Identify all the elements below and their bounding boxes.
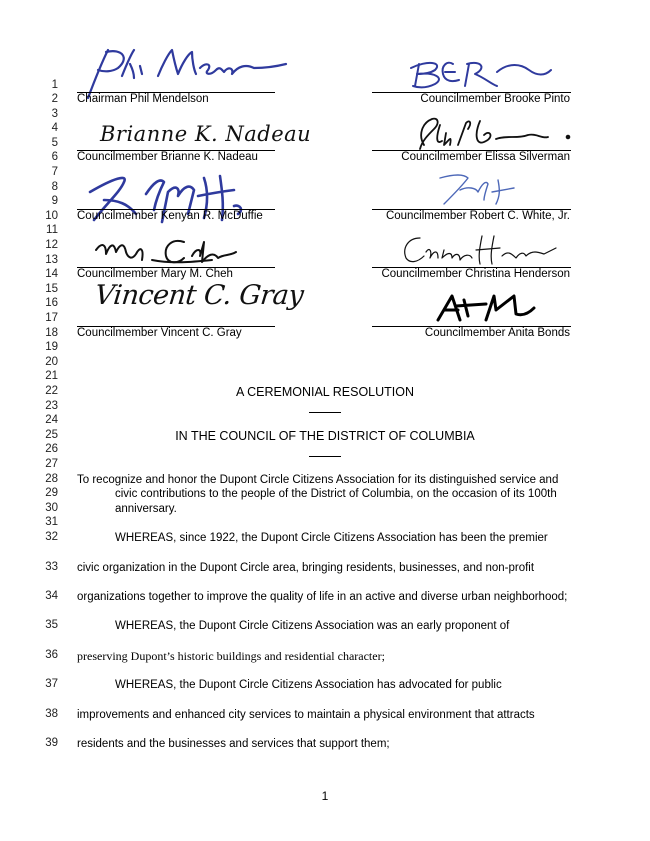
line-number: 10 bbox=[45, 210, 58, 222]
signatory-name: Councilmember Christina Henderson bbox=[381, 268, 570, 280]
resolution-title: A CEREMONIAL RESOLUTION bbox=[235, 385, 415, 399]
signatory-name: Councilmember Anita Bonds bbox=[424, 327, 570, 339]
preamble-line: anniversary. bbox=[115, 503, 177, 515]
body-line: residents and the businesses and services that support them; bbox=[77, 738, 390, 750]
line-number: 2 bbox=[51, 93, 58, 105]
line-number: 25 bbox=[45, 429, 58, 441]
signature-cheh bbox=[92, 234, 272, 270]
whereas-clause-line: WHEREAS, the Dupont Circle Citizens Association was an early proponent of bbox=[115, 620, 510, 632]
line-number: 35 bbox=[45, 619, 58, 631]
line-number: 26 bbox=[45, 443, 58, 455]
body-line: improvements and enhanced city services to maintain a physical environment that attracts bbox=[77, 709, 535, 721]
line-number: 17 bbox=[45, 312, 58, 324]
line-number: 14 bbox=[45, 268, 58, 280]
line-number: 19 bbox=[45, 341, 58, 353]
line-number: 31 bbox=[45, 516, 58, 528]
line-number: 32 bbox=[45, 531, 58, 543]
line-number: 28 bbox=[45, 473, 58, 485]
preamble-line: To recognize and honor the Dupont Circle Citizens Association for its distinguished service and bbox=[77, 474, 559, 486]
line-number: 13 bbox=[45, 254, 58, 266]
line-number: 8 bbox=[51, 181, 58, 193]
line-number: 1 bbox=[51, 79, 58, 91]
line-number: 38 bbox=[45, 708, 58, 720]
signature-bonds bbox=[434, 290, 538, 326]
line-number: 34 bbox=[45, 590, 58, 602]
line-number: 11 bbox=[46, 224, 58, 236]
line-number: 36 bbox=[45, 649, 58, 661]
heading-rule bbox=[309, 456, 341, 457]
line-number: 33 bbox=[45, 561, 58, 573]
signatory-name: Councilmember Mary M. Cheh bbox=[77, 268, 233, 280]
line-number: 15 bbox=[45, 283, 58, 295]
line-number: 29 bbox=[45, 487, 58, 499]
line-number: 4 bbox=[51, 122, 58, 134]
line-number: 16 bbox=[45, 297, 58, 309]
signatory-name: Councilmember Robert C. White, Jr. bbox=[385, 210, 570, 222]
line-number: 20 bbox=[45, 356, 58, 368]
line-number: 5 bbox=[51, 137, 58, 149]
signature-pinto bbox=[405, 56, 555, 92]
signatory-name: Councilmember Vincent C. Gray bbox=[77, 327, 242, 339]
signature-henderson bbox=[398, 232, 558, 270]
line-number: 24 bbox=[45, 414, 58, 426]
whereas-clause-line: WHEREAS, the Dupont Circle Citizens Association has advocated for public bbox=[115, 679, 502, 691]
body-line: organizations together to improve the quality of life in an active and diverse urban neighborhood; bbox=[77, 591, 568, 603]
line-number: 21 bbox=[45, 370, 58, 382]
signature-white bbox=[434, 168, 524, 208]
line-number: 9 bbox=[51, 195, 58, 207]
signature-silverman bbox=[410, 115, 582, 155]
heading-rule bbox=[309, 412, 341, 413]
body-line: civic organization in the Dupont Circle area, bringing residents, businesses, and non-profit bbox=[77, 562, 535, 574]
page-number: 1 bbox=[321, 789, 329, 803]
line-number: 7 bbox=[51, 166, 58, 178]
line-number: 27 bbox=[45, 458, 58, 470]
whereas-clause-line: WHEREAS, since 1922, the Dupont Circle Citizens Association has been the premier bbox=[115, 532, 548, 544]
line-number: 39 bbox=[45, 737, 58, 749]
preamble-line: civic contributions to the people of the District of Columbia, on the occasion of its 100th bbox=[115, 488, 557, 500]
line-number: 3 bbox=[51, 108, 58, 120]
line-number: 30 bbox=[45, 502, 58, 514]
council-heading: IN THE COUNCIL OF THE DISTRICT OF COLUMBIA bbox=[175, 429, 475, 443]
line-number: 23 bbox=[45, 400, 58, 412]
signature-gray: Vincent C. Gray bbox=[93, 280, 305, 311]
signature-nadeau: Brianne K. Nadeau bbox=[100, 122, 312, 146]
signatory-name: Councilmember Kenyan R. McDuffie bbox=[77, 210, 263, 222]
line-number: 6 bbox=[51, 151, 58, 163]
signatory-name: Councilmember Brooke Pinto bbox=[420, 93, 570, 105]
line-number: 18 bbox=[45, 327, 58, 339]
signatory-name: Councilmember Brianne K. Nadeau bbox=[77, 151, 258, 163]
signatory-name: Councilmember Elissa Silverman bbox=[401, 151, 570, 163]
line-number: 37 bbox=[45, 678, 58, 690]
line-number: 12 bbox=[45, 239, 58, 251]
line-number: 22 bbox=[45, 385, 58, 397]
body-line: preserving Dupont’s historic buildings and residential character; bbox=[77, 649, 385, 663]
signatory-name: Chairman Phil Mendelson bbox=[77, 93, 209, 105]
